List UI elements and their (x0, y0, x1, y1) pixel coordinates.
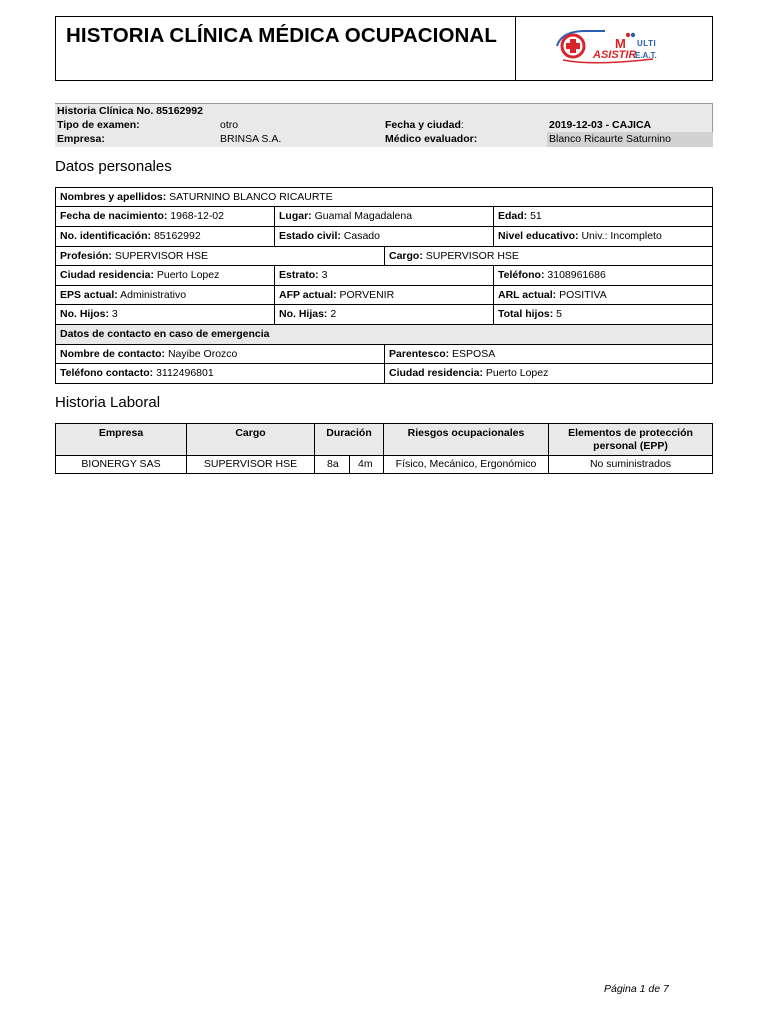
header-cargo: Cargo (186, 423, 315, 456)
cell-hijas: No. Hijas: 2 (274, 304, 494, 325)
cell-estado-civil: Estado civil: Casado (274, 226, 494, 247)
section-title-laboral: Historia Laboral (55, 394, 161, 411)
empresa-label: Empresa: (57, 133, 105, 145)
fecha-ciudad-label: Fecha y ciudad: (385, 119, 464, 131)
header-divider (515, 16, 516, 81)
cell-hijos: No. Hijos: 3 (55, 304, 275, 325)
cell-afp: AFP actual: PORVENIR (274, 285, 494, 305)
header-epp: Elementos de protección personal (EPP) (548, 423, 713, 456)
header-riesgos: Riesgos ocupacionales (383, 423, 549, 456)
multiasistir-logo (553, 26, 663, 68)
document-title: HISTORIA CLÍNICA MÉDICA OCUPACIONAL (66, 24, 497, 47)
cell-parentesco: Parentesco: ESPOSA (384, 344, 713, 364)
cell-emergencia-title: Datos de contacto en caso de emergencia (55, 324, 713, 345)
cell-estrato: Estrato: 3 (274, 265, 494, 286)
cell-lugar: Lugar: Guamal Magadalena (274, 206, 494, 227)
cell-eps: EPS actual: Administrativo (55, 285, 275, 305)
cell-nombre-contacto: Nombre de contacto: Nayibe Orozco (55, 344, 385, 364)
row-empresa: BIONERGY SAS (55, 455, 187, 474)
medico-value: Blanco Ricaurte Saturnino (549, 133, 671, 145)
section-title-personal: Datos personales (55, 158, 172, 175)
logo-letter: M (615, 36, 626, 51)
page-number: Página 1 de 7 (604, 983, 669, 995)
cell-identificacion: No. identificación: 85162992 (55, 226, 275, 247)
row-epp: No suministrados (548, 455, 713, 474)
row-cargo: SUPERVISOR HSE (186, 455, 315, 474)
row-meses: 4m (349, 455, 384, 474)
cell-cargo: Cargo: SUPERVISOR HSE (384, 246, 713, 266)
cell-edad: Edad: 51 (493, 206, 713, 227)
cell-nombres: Nombres y apellidos: SATURNINO BLANCO RICAURTE (55, 187, 713, 207)
cell-ciudad-residencia: Ciudad residencia: Puerto Lopez (55, 265, 275, 286)
tipo-examen-value: otro (220, 119, 239, 131)
header-duracion: Duración (314, 423, 384, 456)
logo-text-top: ULTI (637, 39, 657, 48)
logo-text-main: ASISTIR (593, 49, 637, 61)
cell-telefono-contacto: Teléfono contacto: 3112496801 (55, 363, 385, 384)
cell-profesion: Profesión: SUPERVISOR HSE (55, 246, 385, 266)
fecha-ciudad-value: 2019-12-03 - CAJICA (549, 119, 652, 131)
header-empresa: Empresa (55, 423, 187, 456)
row-anios: 8a (314, 455, 350, 474)
cell-nivel-educativo: Nivel educativo: Univ.: Incompleto (493, 226, 713, 247)
cell-total-hijos: Total hijos: 5 (493, 304, 713, 325)
cell-arl: ARL actual: POSITIVA (493, 285, 713, 305)
medico-label: Médico evaluador: (385, 133, 478, 145)
tipo-examen-label: Tipo de examen: (57, 119, 140, 131)
logo-text-sub: E.A.T. (635, 51, 657, 60)
empresa-value: BRINSA S.A. (220, 133, 282, 145)
row-riesgos: Físico, Mecánico, Ergonómico (383, 455, 549, 474)
cell-telefono: Teléfono: 3108961686 (493, 265, 713, 286)
cell-nacimiento: Fecha de nacimiento: 1968-12-02 (55, 206, 275, 227)
cell-ciudad-contacto: Ciudad residencia: Puerto Lopez (384, 363, 713, 384)
historia-number: Historia Clínica No. 85162992 (57, 105, 203, 117)
